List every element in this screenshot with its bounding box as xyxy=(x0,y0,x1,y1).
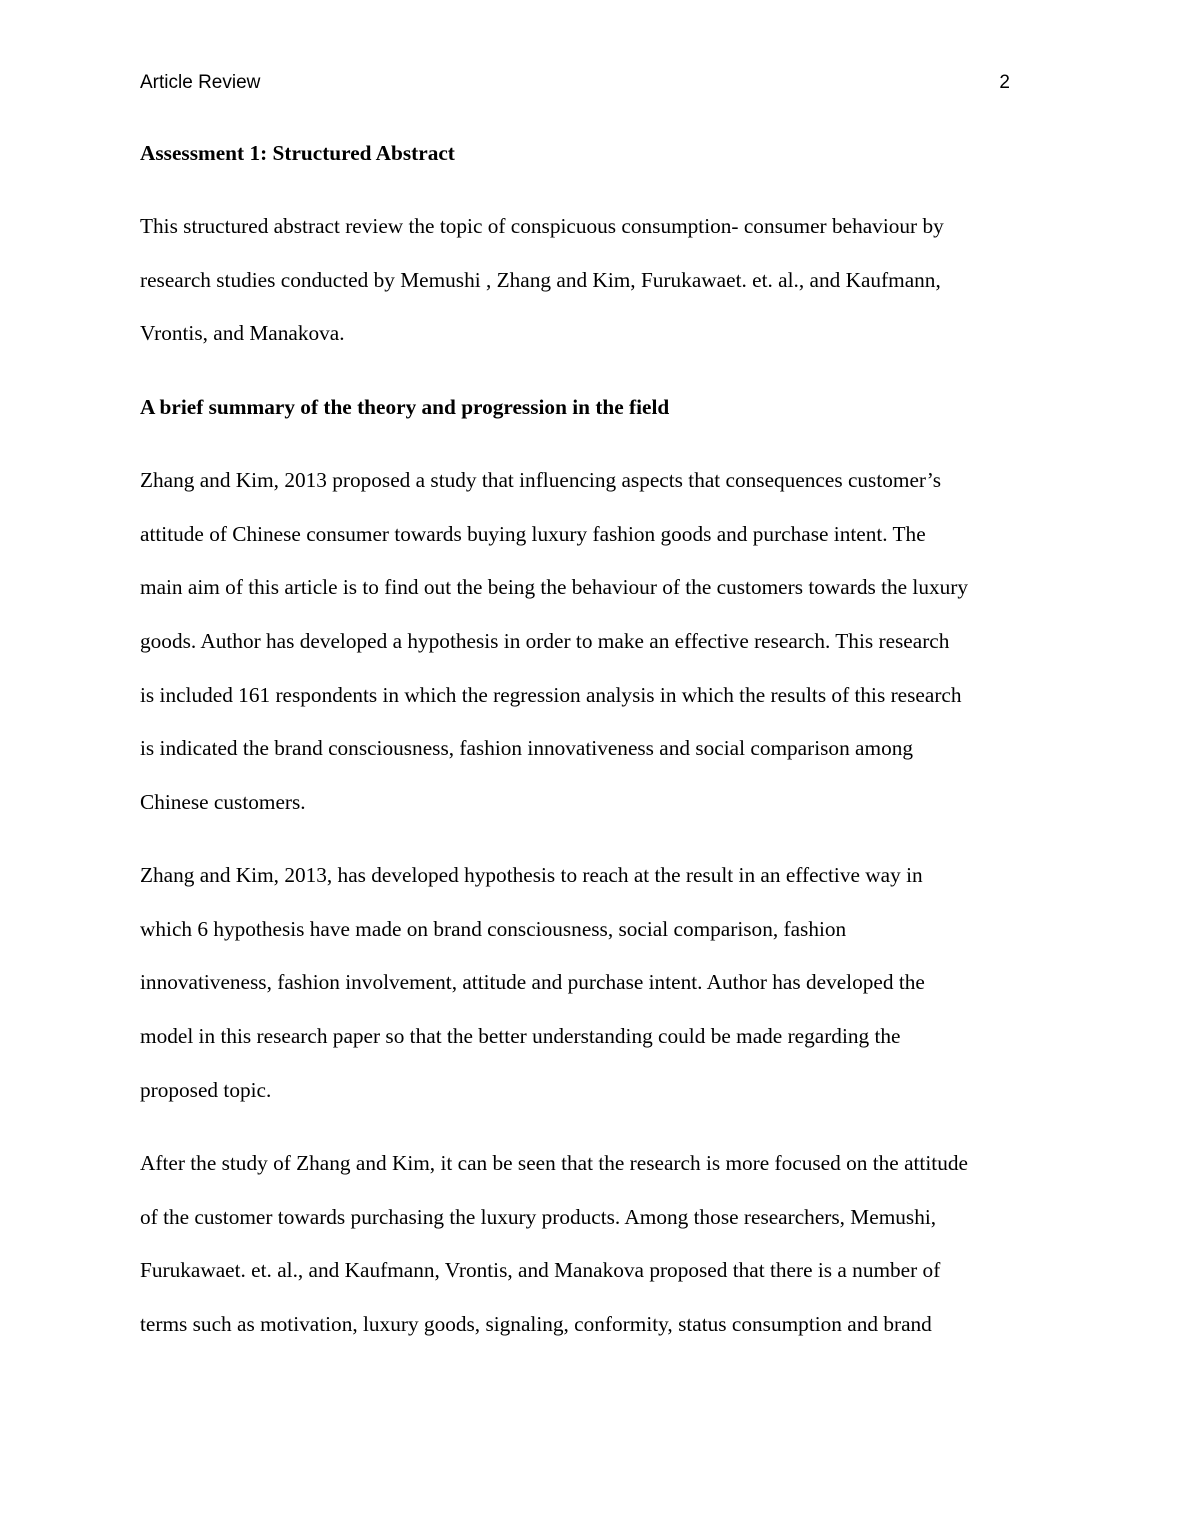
paragraph-line: innovativeness, fashion involvement, attitude and purchase intent. Author has developed the xyxy=(140,970,925,995)
paragraph-hypothesis xyxy=(140,849,1058,1117)
paragraph-zhang-kim-study xyxy=(140,454,1058,830)
paragraph-line: is indicated the brand consciousness, fashion innovativeness and social comparison among xyxy=(140,736,914,761)
paragraph-line: attitude of Chinese consumer towards buying luxury fashion goods and purchase intent. The xyxy=(140,521,926,546)
running-header-title: Article Review xyxy=(140,72,261,93)
paragraph-line: After the study of Zhang and Kim, it can be seen that the research is more focused on the attitude xyxy=(140,1151,968,1175)
page-number: 2 xyxy=(999,72,1010,93)
paragraph-line: of the customer towards purchasing the luxury products. Among those researchers, Memushi, xyxy=(140,1204,937,1229)
paragraph-line: terms such as motivation, luxury goods, signaling, conformity, status consumption and brand xyxy=(140,1312,932,1337)
paragraph-line: This structured abstract review the topic of conspicuous consumption- consumer behaviour by xyxy=(140,214,944,238)
paragraph-line: Vrontis, and Manakova. xyxy=(140,321,345,346)
paragraph-intro xyxy=(140,200,1058,361)
paragraph-line: goods. Author has developed a hypothesis in order to make an effective research. This research xyxy=(140,629,950,654)
paragraph-line: which 6 hypothesis have made on brand consciousness, social comparison, fashion xyxy=(140,916,847,941)
paragraph-line: Zhang and Kim, 2013 proposed a study that influencing aspects that consequences customer’s xyxy=(140,468,942,492)
paragraph-line: is included 161 respondents in which the regression analysis in which the results of this research xyxy=(140,682,962,707)
paragraph-line: Furukawaet. et. al., and Kaufmann, Vrontis, and Manakova proposed that there is a number of xyxy=(140,1258,941,1283)
paragraph-line: main aim of this article is to find out the being the behaviour of the customers towards the luxury xyxy=(140,575,969,600)
paragraph-line: model in this research paper so that the better understanding could be made regarding the xyxy=(140,1024,901,1049)
paragraph-line: research studies conducted by Memushi , Zhang and Kim, Furukawaet. et. al., and Kaufmann, xyxy=(140,267,941,292)
paragraph-line: Zhang and Kim, 2013, has developed hypothesis to reach at the result in an effective way in xyxy=(140,863,923,887)
paragraph-line: Chinese customers. xyxy=(140,790,306,815)
section-heading-structured-abstract: Assessment 1: Structured Abstract xyxy=(140,141,455,165)
paragraph-after-study xyxy=(140,1137,1058,1352)
paragraph-line: proposed topic. xyxy=(140,1077,272,1102)
section-heading-brief-summary: A brief summary of the theory and progression in the field xyxy=(140,395,670,419)
